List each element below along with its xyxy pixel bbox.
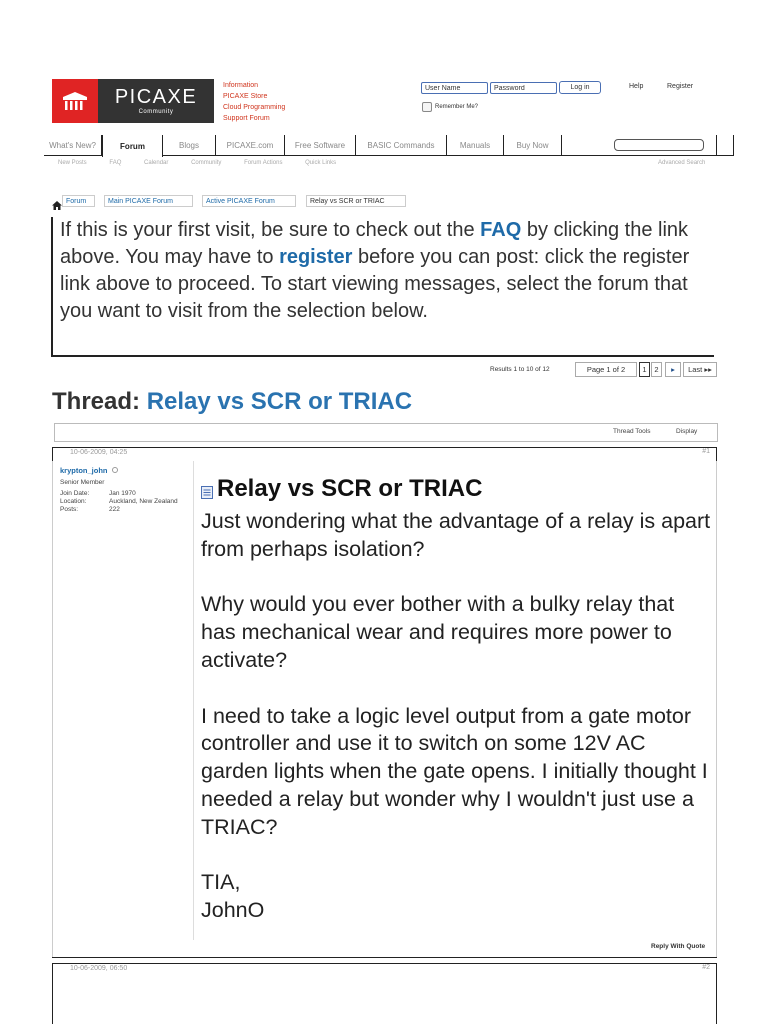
posts-label: Posts: (60, 506, 79, 513)
sub-nav (58, 160, 357, 166)
remember-me-label: Remember Me? (435, 104, 479, 110)
tab-whats-new[interactable]: What's New? (44, 135, 102, 156)
post-border (716, 977, 717, 1024)
remember-me-checkbox[interactable] (422, 102, 432, 112)
username-link[interactable]: krypton_john (60, 466, 108, 475)
post-divider (193, 461, 194, 940)
join-date-value: Jan 1970 (109, 490, 136, 497)
subnav-community[interactable]: Community (191, 160, 222, 166)
link-picaxe-store[interactable]: PICAXE Store (223, 93, 268, 100)
offline-icon (112, 467, 118, 473)
post-paragraph: Just wondering what the advantage of a relay is apart from perhaps isolation? (201, 509, 711, 561)
page-2-button[interactable]: 2 (651, 362, 662, 377)
faq-link[interactable]: FAQ (480, 219, 522, 241)
tab-basic-commands[interactable]: BASIC Commands (356, 135, 447, 156)
logo-sub-text: Community (138, 109, 174, 115)
first-visit-notice (51, 217, 714, 357)
join-date-label: Join Date: (60, 490, 90, 497)
location-value: Auckland, New Zealand (109, 498, 178, 505)
notice-text: If this is your first visit, be sure to check out the (60, 219, 481, 241)
picaxe-logo[interactable] (52, 79, 214, 123)
link-support-forum[interactable]: Support Forum (223, 115, 270, 122)
tab-blogs[interactable]: Blogs (163, 135, 216, 156)
post-title-text: Relay vs SCR or TRIAC (217, 475, 483, 502)
piano-logo-icon (52, 79, 98, 123)
notice-text: before you can post: click the register link above to proceed. To start viewing messages, select the forum that you want to visit from the selection below. (60, 246, 690, 322)
page-1-button[interactable]: 1 (639, 362, 650, 377)
tab-forum[interactable]: Forum (102, 135, 163, 157)
login-button[interactable]: Log in (559, 81, 601, 94)
user-info (60, 466, 190, 514)
password-input[interactable] (490, 82, 557, 94)
home-icon[interactable] (52, 197, 62, 215)
post-content (201, 508, 711, 925)
tab-buy-now[interactable]: Buy Now (504, 135, 562, 156)
post-number[interactable]: #2 (702, 964, 710, 971)
post-signoff: TIA, (201, 870, 241, 895)
page-of-label[interactable]: Page 1 of 2 (575, 362, 637, 377)
breadcrumb-active-forum[interactable]: Active PICAXE Forum (202, 195, 296, 207)
register-link[interactable]: Register (667, 83, 694, 90)
breadcrumb-current: Relay vs SCR or TRIAC (306, 195, 406, 207)
header-links (223, 80, 285, 124)
breadcrumb-forum[interactable]: Forum (62, 195, 95, 207)
tab-picaxe-com[interactable]: PICAXE.com (216, 135, 285, 156)
post-signature: JohnO (201, 898, 265, 923)
remember-me[interactable] (422, 102, 478, 112)
results-count: Results 1 to 10 of 12 (490, 366, 550, 373)
register-notice-link[interactable]: register (279, 246, 353, 268)
username-input[interactable] (421, 82, 488, 94)
post-date: 10-06-2009, 06:50 (70, 965, 128, 972)
thread-title (52, 388, 412, 416)
post-title (201, 472, 482, 506)
next-page-button[interactable]: ▸ (665, 362, 681, 377)
thread-tools-link[interactable]: Thread Tools (613, 428, 651, 435)
breadcrumb-main-forum[interactable]: Main PICAXE Forum (104, 195, 193, 207)
post-border (52, 977, 53, 1024)
post-date: 10-06-2009, 04:25 (70, 449, 128, 456)
subnav-forum-actions[interactable]: Forum Actions (244, 160, 283, 166)
nav-separator (733, 135, 734, 156)
thread-prefix: Thread: (52, 388, 147, 415)
subnav-new-posts[interactable]: New Posts (58, 160, 87, 166)
subnav-quick-links[interactable]: Quick Links (305, 160, 337, 166)
post-paragraph: I need to take a logic level output from a gate motor controller and use it to switch on some 12V AC garden lights when the gate opens. I initially thought I needed a relay but wonder why I wouldn't just use a TRIAC? (201, 703, 708, 839)
user-title: Senior Member (60, 479, 105, 486)
subnav-faq[interactable]: FAQ (109, 160, 122, 166)
link-information[interactable]: Information (223, 82, 259, 89)
notice-text: by clicking the link above. You may have to (60, 219, 689, 268)
post-bottom-border (52, 957, 717, 958)
post-header (52, 963, 717, 977)
last-page-button[interactable]: Last ▸▸ (683, 362, 717, 377)
user-details (60, 490, 178, 514)
location-label: Location: (60, 498, 87, 505)
posts-value: 222 (109, 506, 120, 513)
reply-with-quote-button[interactable]: Reply With Quote (651, 943, 706, 950)
post-paragraph: Why would you ever bother with a bulky relay that has mechanical wear and requires more power to activate? (201, 592, 675, 672)
logo-brand-text: PICAXE (114, 86, 198, 108)
display-link[interactable]: Display (676, 428, 698, 435)
link-cloud-programming[interactable]: Cloud Programming (223, 104, 286, 111)
subnav-calendar[interactable]: Calendar (144, 160, 169, 166)
post-number[interactable]: #1 (702, 448, 710, 455)
post-header (52, 447, 717, 461)
nav-separator (716, 135, 717, 156)
tab-free-software[interactable]: Free Software (285, 135, 356, 156)
thread-title-text: Relay vs SCR or TRIAC (146, 388, 413, 415)
thread-tools-bar (54, 423, 718, 442)
tab-manuals[interactable]: Manuals (447, 135, 504, 156)
document-icon (201, 478, 213, 506)
search-input[interactable] (614, 139, 704, 151)
advanced-search-link[interactable]: Advanced Search (658, 160, 706, 166)
help-link[interactable]: Help (629, 83, 644, 90)
